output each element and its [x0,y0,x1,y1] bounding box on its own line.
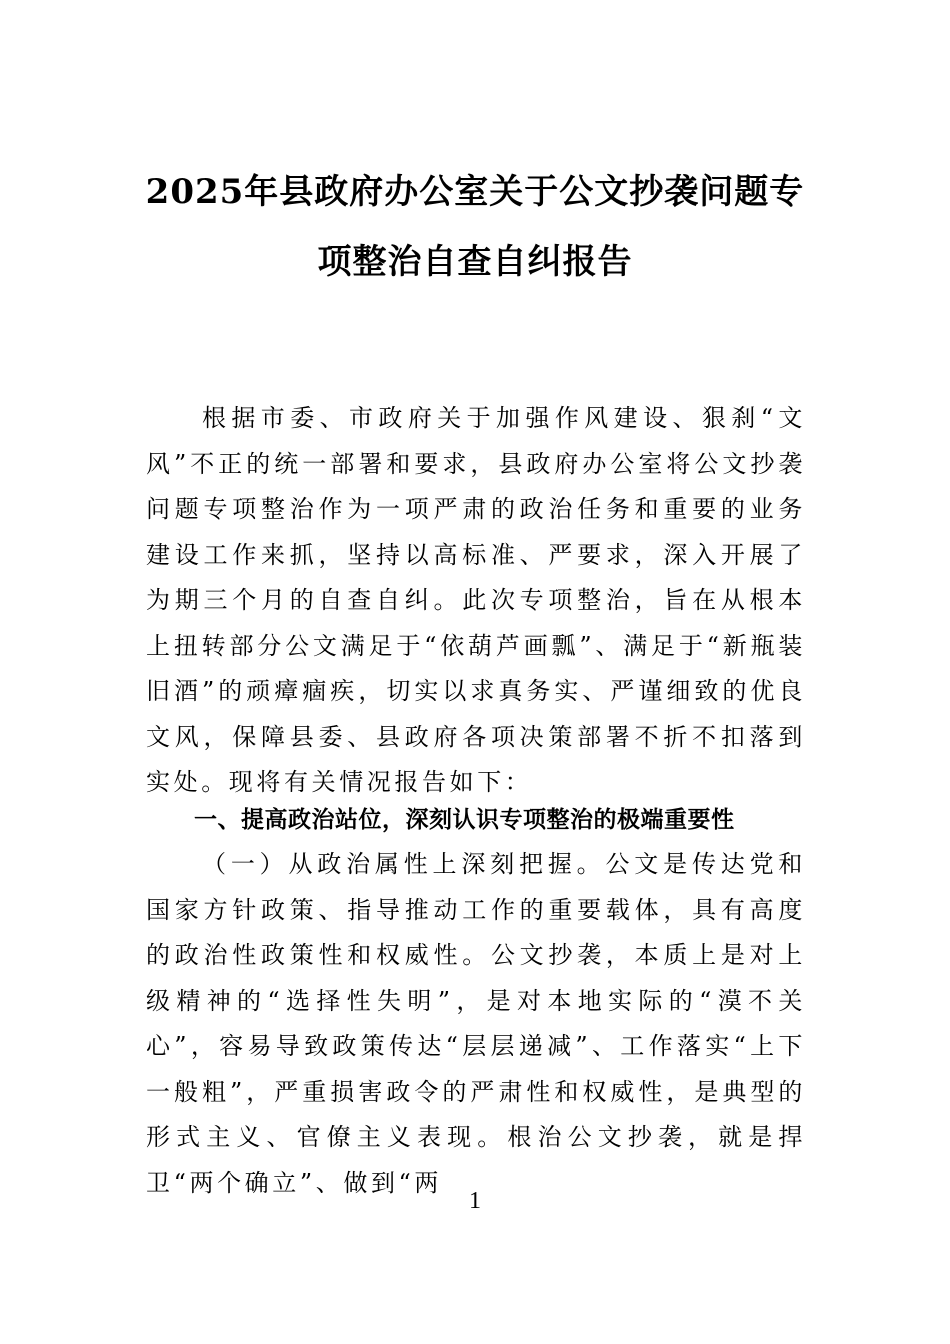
subsection-1-heading: （一）从政治属性上深刻把握。 [202,850,606,878]
section-1-heading: 一、提高政治站位，深刻认识专项整治的极端重要性 [194,807,735,833]
page-number: 1 [469,1188,481,1214]
intro-paragraph: 根据市委、市政府关于加强作风建设、狠刹“文风”不正的统一部署和要求，县政府办公室将公文抄袭问题专项整治作为一项严肃的政治任务和重要的业务建设工作来抓，坚持以高标准、严要求，深入开展了为期三个月的自查自纠。此次专项整治，旨在从根本上扭转部分公文满足于“依葫芦画瓢”、满足于“新瓶装旧酒”的顽瘴痼疾，切实以求真务实、严谨细致的优良文风，保障县委、县政府各项决策部署不折不扣落到实处。现将有关情况报告如下： [146,404,806,796]
document-title-line-1: 2025年县政府办公室关于公文抄袭问题专 [145,172,805,212]
section-1-paragraph [146,842,806,1206]
subsection-1-text: 公文是传达党和国家方针政策、指导推动工作的重要载体，具有高度的政治性政策性和权威性。公文抄袭，本质上是对上级精神的“选择性失明”，是对本地实际的“漠不关心”，容易导致政策传达“层层递减”、工作落实“上下一般粗”，严重损害政令的严肃性和权威性，是典型的形式主义、官僚主义表现。根治公文抄袭，就是捍卫“两个确立”、做到“两 [146,850,807,1197]
document-title-line-2: 项整治自查自纠报告 [317,242,633,282]
